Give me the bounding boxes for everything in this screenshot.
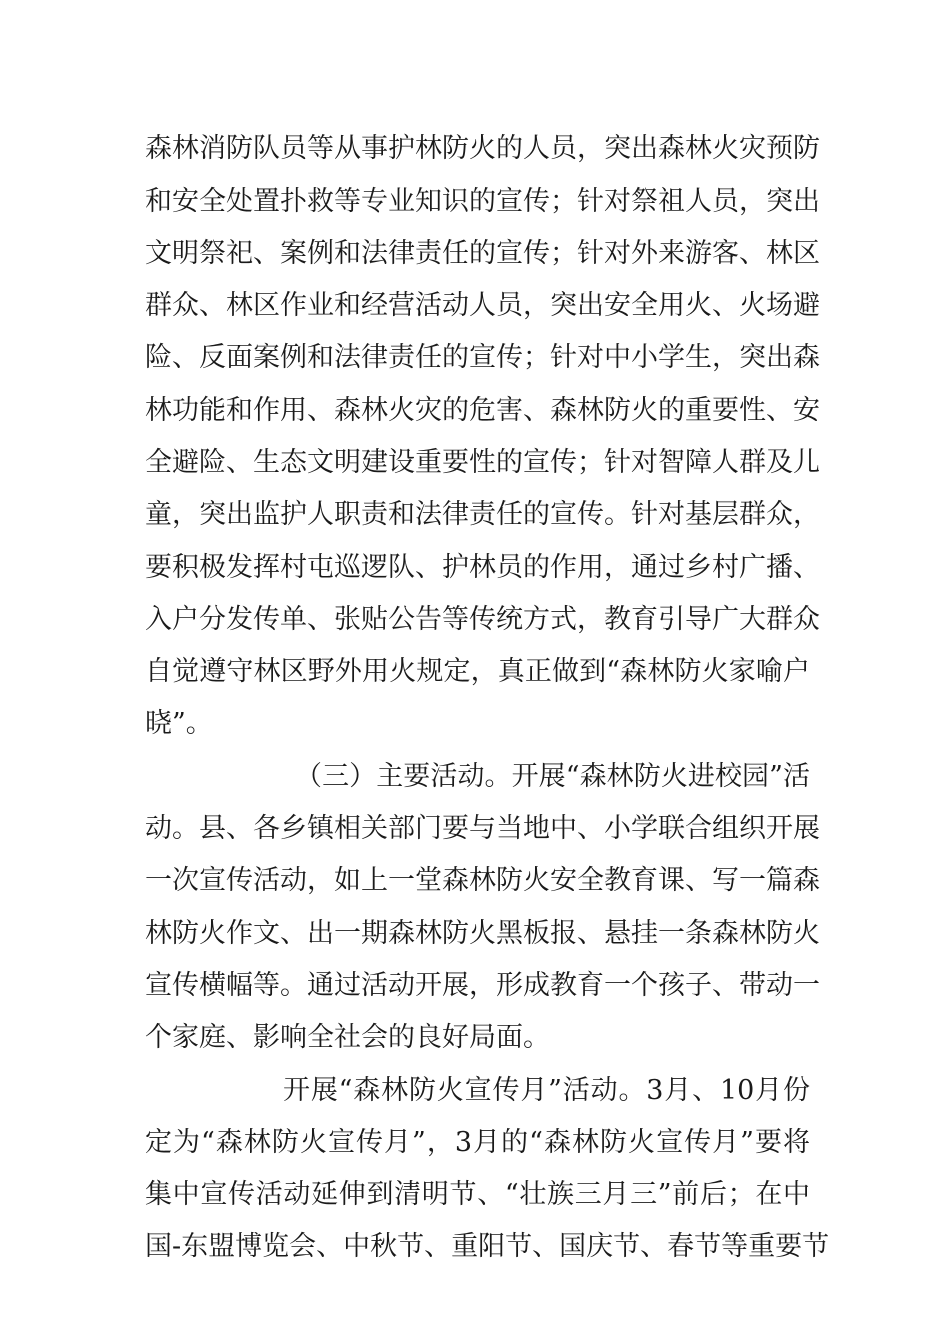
text-line: 动。县、各乡镇相关部门要与当地中、小学联合组织开展 [145, 813, 820, 844]
text-line: 入户分发传单、张贴公告等传统方式，教育引导广大群众 [145, 604, 820, 635]
text-line: 林功能和作用、森林火灾的危害、森林防火的重要性、安 [145, 395, 820, 426]
text-line: 险、反面案例和法律责任的宣传；针对中小学生，突出森 [145, 342, 820, 373]
text-line: 国-东盟博览会、中秋节、重阳节、国庆节、春节等重要节 [145, 1231, 830, 1262]
text-line: 个家庭、影响全社会的良好局面。 [145, 1022, 550, 1053]
text-line: 和安全处置扑救等专业知识的宣传；针对祭祖人员，突出 [145, 186, 820, 217]
text-line: 宣传横幅等。通过活动开展，形成教育一个孩子、带动一 [145, 970, 820, 1001]
text-line: 一次宣传活动，如上一堂森林防火安全教育课、写一篇森 [145, 865, 820, 896]
text-line: 群众、林区作业和经营活动人员，突出安全用火、火场避 [145, 290, 820, 321]
text-line: 集中宣传活动延伸到清明节、“壮族三月三”前后；在中 [145, 1179, 810, 1210]
text-line: 要积极发挥村屯巡逻队、护林员的作用，通过乡村广播、 [145, 552, 820, 583]
paragraph-start-line: 开展“森林防火宣传月”活动。3月、10月份 [283, 1075, 810, 1106]
text-line: 文明祭祀、案例和法律责任的宣传；针对外来游客、林区 [145, 238, 820, 269]
text-line: 晓”。 [145, 708, 213, 739]
text-line: 林防火作文、出一期森林防火黑板报、悬挂一条森林防火 [145, 918, 820, 949]
text-line: 自觉遵守林区野外用火规定，真正做到“森林防火家喻户 [145, 656, 810, 687]
text-line: 定为“森林防火宣传月”，3月的“森林防火宣传月”要将 [145, 1127, 810, 1158]
section-heading-line: （三）主要活动。开展“森林防火进校园”活 [295, 761, 810, 792]
text-line: 童，突出监护人职责和法律责任的宣传。针对基层群众， [145, 499, 820, 530]
text-line: 森林消防队员等从事护林防火的人员，突出森林火灾预防 [145, 133, 820, 164]
text-line: 全避险、生态文明建设重要性的宣传；针对智障人群及儿 [145, 447, 820, 478]
